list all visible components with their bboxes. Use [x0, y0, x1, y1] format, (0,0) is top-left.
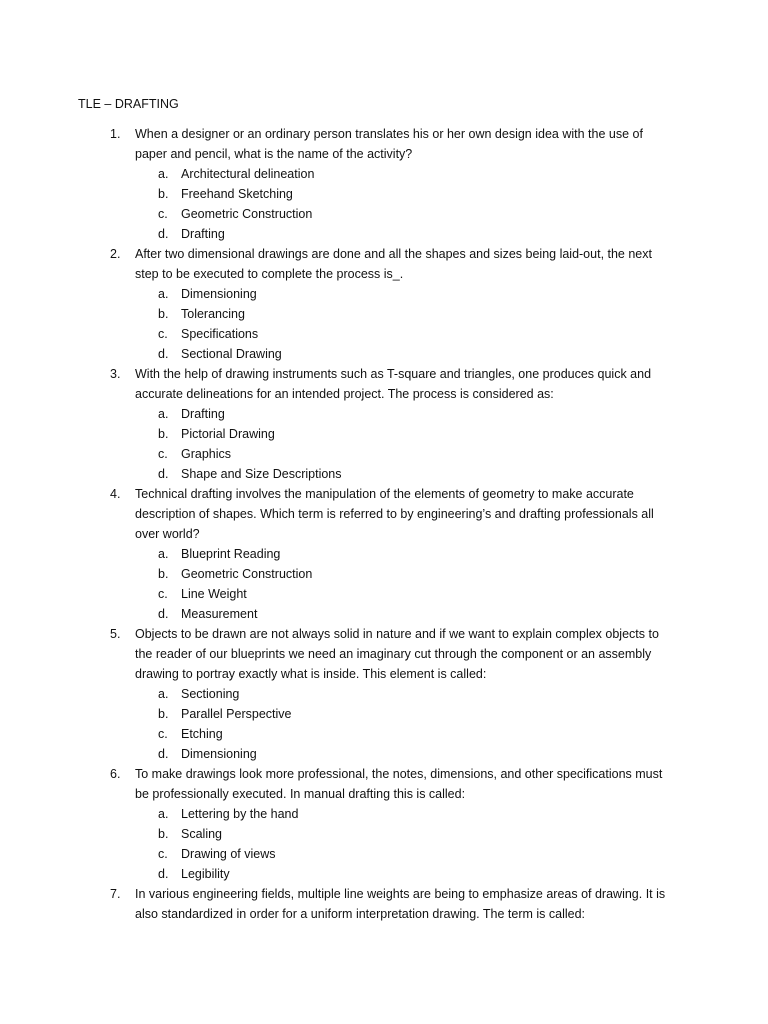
option-text: Drafting: [181, 407, 225, 421]
option-letter: b.: [158, 307, 169, 321]
answer-option: [0, 284, 768, 304]
option-text: Shape and Size Descriptions: [181, 467, 342, 481]
answer-option: [0, 744, 768, 764]
answer-options: [0, 684, 768, 764]
option-text: Drafting: [181, 227, 225, 241]
option-text: Pictorial Drawing: [181, 427, 275, 441]
option-text: Tolerancing: [181, 307, 245, 321]
answer-option: [0, 564, 768, 584]
answer-option: [0, 704, 768, 724]
option-letter: b.: [158, 567, 169, 581]
option-letter: a.: [158, 287, 169, 301]
answer-option: [0, 184, 768, 204]
option-letter: c.: [158, 207, 168, 221]
option-letter: b.: [158, 427, 169, 441]
answer-option: [0, 304, 768, 324]
option-letter: a.: [158, 547, 169, 561]
option-letter: b.: [158, 707, 169, 721]
question-text: Objects to be drawn are not always solid in nature and if we want to explain complex objects to the reader of our blueprints we need an imaginary cut through the component or an assembly drawing to portray exactly what is inside. This element is called:: [135, 627, 659, 681]
option-text: Geometric Construction: [181, 567, 313, 581]
option-text: Graphics: [181, 447, 232, 461]
question-number: 7.: [110, 887, 121, 901]
option-letter: a.: [158, 167, 169, 181]
answer-option: [0, 584, 768, 604]
option-letter: c.: [158, 327, 168, 341]
option-text: Blueprint Reading: [181, 547, 281, 561]
option-letter: a.: [158, 687, 169, 701]
option-letter: b.: [158, 187, 169, 201]
option-text: Legibility: [181, 867, 230, 881]
option-text: Dimensioning: [181, 747, 257, 761]
question-text: In various engineering fields, multiple line weights are being to emphasize areas of drawing. It is also standardized in order for a uniform interpretation drawing. The term is called:: [135, 887, 666, 921]
answer-option: [0, 604, 768, 624]
option-text: Sectioning: [181, 687, 240, 701]
answer-option: [0, 684, 768, 704]
option-text: Line Weight: [181, 587, 247, 601]
answer-option: [0, 164, 768, 184]
option-text: Lettering by the hand: [181, 807, 299, 821]
question-item: [0, 244, 768, 364]
question-item: [0, 484, 768, 624]
question-list: [0, 124, 768, 924]
question-number: 3.: [110, 367, 121, 381]
answer-option: [0, 864, 768, 884]
answer-option: [0, 224, 768, 244]
option-letter: c.: [158, 447, 168, 461]
answer-option: [0, 724, 768, 744]
answer-option: [0, 444, 768, 464]
answer-options: [0, 404, 768, 484]
option-text: Sectional Drawing: [181, 347, 282, 361]
answer-option: [0, 344, 768, 364]
question-text: To make drawings look more professional, the notes, dimensions, and other specifications must be professionally executed. In manual drafting this is called:: [135, 767, 663, 801]
question-text: After two dimensional drawings are done and all the shapes and sizes being laid-out, the next step to be executed to complete the process is_.: [135, 247, 652, 281]
option-letter: a.: [158, 407, 169, 421]
answer-option: [0, 544, 768, 564]
question-item: [0, 364, 768, 484]
option-letter: d.: [158, 867, 169, 881]
question-number: 2.: [110, 247, 121, 261]
document-title: TLE – DRAFTING: [78, 97, 179, 111]
option-letter: c.: [158, 727, 168, 741]
option-text: Parallel Perspective: [181, 707, 292, 721]
question-item: [0, 624, 768, 764]
answer-option: [0, 424, 768, 444]
answer-options: [0, 284, 768, 364]
answer-option: [0, 464, 768, 484]
option-letter: a.: [158, 807, 169, 821]
option-text: Architectural delineation: [181, 167, 315, 181]
option-letter: d.: [158, 347, 169, 361]
answer-option: [0, 844, 768, 864]
answer-options: [0, 544, 768, 624]
option-text: Geometric Construction: [181, 207, 313, 221]
answer-option: [0, 324, 768, 344]
option-letter: c.: [158, 587, 168, 601]
question-number: 1.: [110, 127, 121, 141]
answer-option: [0, 204, 768, 224]
answer-option: [0, 404, 768, 424]
question-item: [0, 884, 768, 924]
question-text: When a designer or an ordinary person translates his or her own design idea with the use of paper and pencil, what is the name of the activity?: [135, 127, 643, 161]
question-text: Technical drafting involves the manipulation of the elements of geometry to make accurate description of shapes. Which term is referred to by engineering’s and drafting professionals all over world?: [135, 487, 654, 541]
option-text: Etching: [181, 727, 223, 741]
option-letter: b.: [158, 827, 169, 841]
option-letter: c.: [158, 847, 168, 861]
answer-option: [0, 804, 768, 824]
option-letter: d.: [158, 747, 169, 761]
question-text: With the help of drawing instruments such as T-square and triangles, one produces quick and accurate delineations for an intended project. The process is considered as:: [135, 367, 652, 401]
question-item: [0, 124, 768, 244]
answer-option: [0, 824, 768, 844]
option-letter: d.: [158, 607, 169, 621]
question-number: 6.: [110, 767, 121, 781]
option-letter: d.: [158, 227, 169, 241]
option-text: Scaling: [181, 827, 222, 841]
option-text: Freehand Sketching: [181, 187, 293, 201]
answer-options: [0, 164, 768, 244]
option-text: Measurement: [181, 607, 258, 621]
answer-options: [0, 804, 768, 884]
option-text: Specifications: [181, 327, 259, 341]
option-text: Dimensioning: [181, 287, 257, 301]
question-item: [0, 764, 768, 884]
question-number: 5.: [110, 627, 121, 641]
option-letter: d.: [158, 467, 169, 481]
option-text: Drawing of views: [181, 847, 276, 861]
question-number: 4.: [110, 487, 121, 501]
